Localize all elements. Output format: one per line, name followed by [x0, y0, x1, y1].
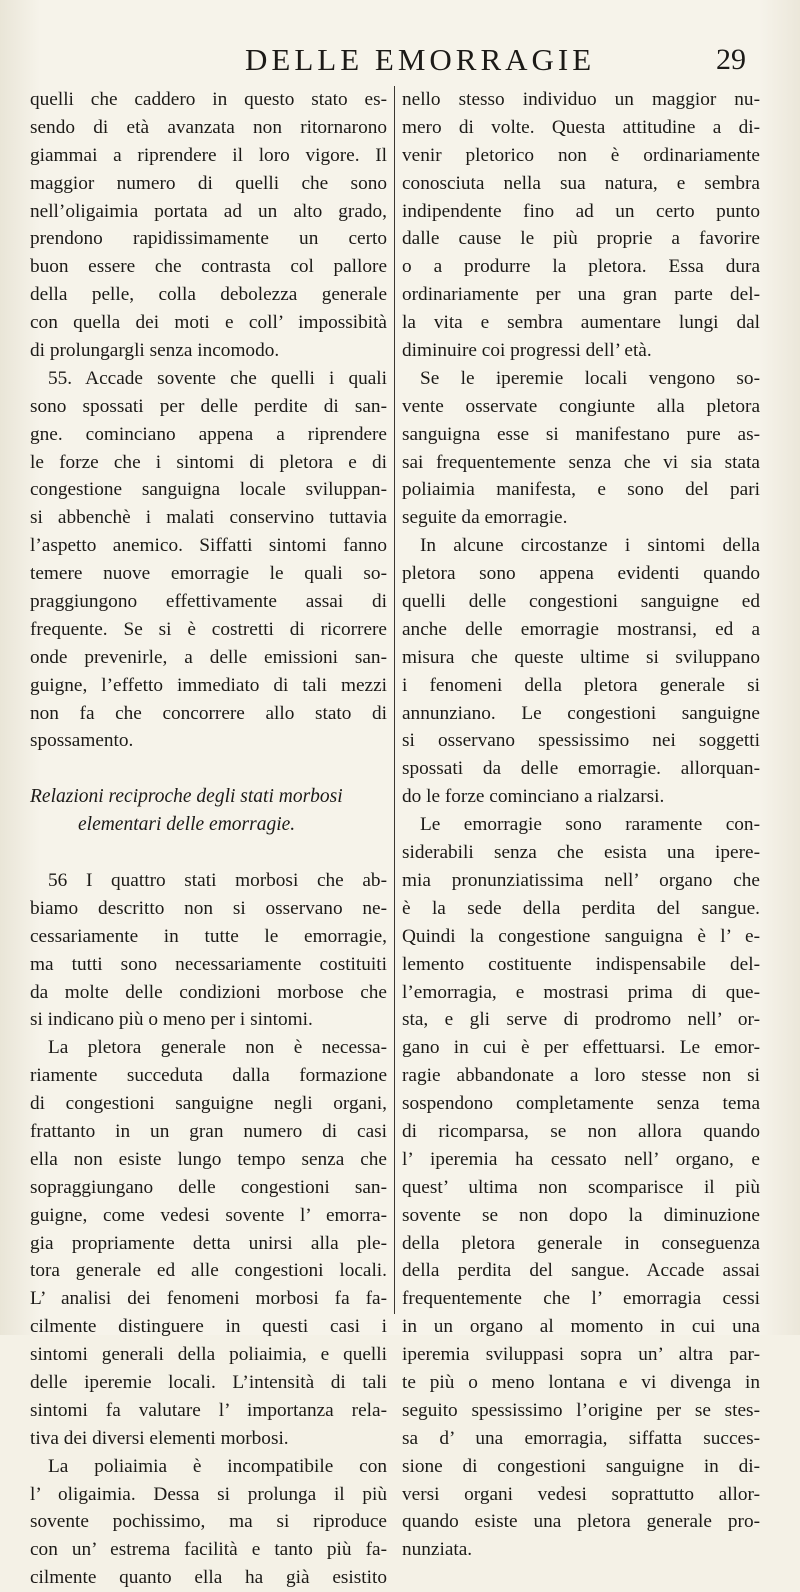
- text-line: con quella dei moti e coll’ impossibità: [30, 312, 387, 334]
- text-line: quelli delle congestioni sanguigne ed: [402, 591, 760, 613]
- spacer: [30, 755, 387, 783]
- text-line: biamo descritto non si osservano ne-: [30, 897, 387, 919]
- text-line: 56 I quattro stati morbosi che ab-: [48, 869, 387, 891]
- text-line: sospendono completamente senza tema: [402, 1093, 760, 1115]
- text-line: vente osservate congiunte alla pletora: [402, 395, 760, 417]
- text-line: seguito spessissimo l’origine per se stes-: [402, 1399, 760, 1421]
- text-line: quest’ ultima non scomparisce il più: [402, 1176, 760, 1198]
- text-line: L’ analisi dei fenomeni morbosi fa fa-: [30, 1288, 387, 1310]
- section-heading-line2: elementari delle emorragie.: [78, 814, 296, 836]
- column-divider: [394, 86, 395, 1314]
- text-line: ragie abbandonate a loro stesse non si: [402, 1065, 760, 1087]
- text-line: da molte delle condizioni morbose che: [30, 981, 387, 1003]
- text-line: La poliaimia è incompatibile con: [48, 1455, 387, 1477]
- text-line: la vita e sembra aumentare lungi dal: [402, 312, 760, 334]
- text-line: prendono rapidissimamente un certo: [30, 228, 387, 250]
- paragraph-iperemie: [402, 365, 760, 532]
- text-line: di ricomparsa, se non allora quando: [402, 1120, 760, 1142]
- text-line: non fa che concorrere allo stato di: [30, 702, 387, 724]
- text-line: di congestioni sanguigne negli organi,: [30, 1093, 387, 1115]
- text-line: della perdita del sangue. Accade assai: [402, 1260, 760, 1282]
- paragraph-poliaimia: [30, 1453, 387, 1592]
- left-column: [30, 86, 387, 1592]
- text-line: della pletora generale in conseguenza: [402, 1232, 760, 1254]
- text-line: l’ iperemia ha cessato nell’ organo, e: [402, 1148, 760, 1170]
- text-line: sovente se non dopo la diminuzione: [402, 1204, 760, 1226]
- text-line: ella non esiste lungo tempo senza che: [30, 1148, 387, 1170]
- text-line: della pelle, colla debolezza generale: [30, 284, 387, 306]
- text-line: nunziata.: [402, 1539, 473, 1561]
- text-line: sione di congestioni sanguigne in di-: [402, 1455, 760, 1477]
- text-line: sintomi generali della poliaimia, e quelli: [30, 1344, 387, 1366]
- text-line: l’emorragia, e mostrasi prima di que-: [402, 981, 760, 1003]
- text-line: gia propriamente detta unirsi alla ple-: [30, 1232, 387, 1254]
- text-line: seguite da emorragie.: [402, 507, 568, 529]
- text-line: gano in cui è per effettuarsi. Le emor-: [402, 1037, 760, 1059]
- text-line: 55. Accade sovente che quelli i quali: [48, 367, 387, 389]
- text-line: riamente succeduta dalla formazione: [30, 1065, 387, 1087]
- paragraph-circostanze: [402, 532, 760, 811]
- text-line: lemento costituente indispensabile del-: [402, 953, 760, 975]
- text-line: cilmente distinguere in questi casi i: [30, 1316, 387, 1338]
- text-line: frequentemente che l’ emorragia cessi: [402, 1288, 760, 1310]
- text-line: iperemia sviluppasi sopra un’ altra par-: [402, 1344, 760, 1366]
- text-line: poliaimia manifesta, e sono del pari: [402, 479, 760, 501]
- paragraph-emorragie: [402, 811, 760, 1564]
- text-line: misura che queste ultime si sviluppano: [402, 646, 760, 668]
- text-line: spossamento.: [30, 730, 134, 752]
- paragraph-56: [30, 867, 387, 1034]
- paragraph-pletora: [30, 1034, 387, 1452]
- text-line: onde prevenirle, a delle emissioni san-: [30, 646, 387, 668]
- text-line: guigne, l’effetto immediato di tali mezzi: [30, 674, 387, 696]
- text-line: venir pletorico non è ordinariamente: [402, 144, 760, 166]
- text-line: sopraggiungano delle congestioni san-: [30, 1176, 387, 1198]
- paragraph-continued-right: [402, 86, 760, 365]
- text-line: indipendente fino ad un certo punto: [402, 200, 760, 222]
- text-line: annunziano. Le congestioni sanguigne: [402, 702, 760, 724]
- text-line: o a produrre la pletora. Essa dura: [402, 256, 760, 278]
- text-line: è la sede della perdita del sangue.: [402, 897, 760, 919]
- paragraph-55: [30, 365, 387, 755]
- text-line: cilmente quanto ella ha già esistito: [30, 1567, 387, 1589]
- text-line: buon essere che contrasta col pallore: [30, 256, 387, 278]
- text-line: mia pronunziatissima nell’ organo che: [402, 869, 760, 891]
- text-line: mero di volte. Questa attitudine a di-: [402, 116, 760, 138]
- text-line: l’aspetto anemico. Siffatti sintomi fanno: [30, 535, 387, 557]
- text-line: tiva dei diversi elementi morbosi.: [30, 1427, 289, 1449]
- text-line: di prolungargli senza incomodo.: [30, 340, 280, 362]
- text-line: sendo di età avanzata non ritornarono: [30, 116, 387, 138]
- text-line: ordinariamente per una gran parte del-: [402, 284, 760, 306]
- text-line: sai frequentemente senza che vi sia stata: [402, 451, 760, 473]
- text-line: nell’oligaimia portata ad un alto grado,: [30, 200, 387, 222]
- text-line: sintomi fa valutare l’ importanza rela-: [30, 1399, 387, 1421]
- text-line: si abbenchè i malati conservino tuttavia: [30, 507, 387, 529]
- text-line: l’ oligaimia. Dessa si prolunga il più: [30, 1483, 387, 1505]
- text-line: praggiungono effettivamente assai di: [30, 591, 387, 613]
- text-line: versi organi vedesi soprattutto allor-: [402, 1483, 760, 1505]
- text-line: dalle cause le più proprie a favorire: [402, 228, 760, 250]
- text-line: delle iperemie locali. L’intensità di tali: [30, 1371, 387, 1393]
- text-line: maggior numero di quelli che sono: [30, 172, 387, 194]
- text-line: In alcune circostanze i sintomi della: [420, 535, 760, 557]
- text-line: pletora sono appena evidenti quando: [402, 563, 760, 585]
- text-line: i fenomeni della pletora generale si: [402, 674, 760, 696]
- text-line: sta, e gli serve di prodromo nell’ or-: [402, 1009, 760, 1031]
- spacer: [30, 839, 387, 867]
- text-line: gne. cominciano appena a riprendere: [30, 423, 387, 445]
- text-line: diminuire coi progressi dell’ età.: [402, 340, 652, 362]
- text-line: si indicano più o meno per i sintomi.: [30, 1009, 313, 1031]
- paragraph-continued: [30, 86, 387, 365]
- text-line: anche delle emorragie mostransi, ed a: [402, 618, 760, 640]
- text-line: sovente pochissimo, ma si riproduce: [30, 1511, 387, 1533]
- text-line: ma tutti sono necessariamente costituiti: [30, 953, 387, 975]
- page-number: 29: [716, 43, 746, 76]
- text-line: Le emorragie sono raramente con-: [420, 814, 760, 836]
- text-line: Se le iperemie locali vengono so-: [420, 367, 760, 389]
- page-header: [0, 40, 800, 80]
- text-line: si osservano spessissimo nei soggetti: [402, 730, 760, 752]
- text-line: guigne, come vedesi sovente l’ emorra-: [30, 1204, 387, 1226]
- text-line: con un’ estrema facilità e tanto più fa-: [30, 1539, 387, 1561]
- section-heading-line1: Relazioni reciproche degli stati morbosi: [30, 786, 343, 808]
- text-line: frequente. Se si è costretti di ricorrere: [30, 618, 387, 640]
- text-line: congestione sanguigna locale sviluppan-: [30, 479, 387, 501]
- text-line: frattanto in un gran numero di casi: [30, 1120, 387, 1142]
- text-line: La pletora generale non è necessa-: [48, 1037, 387, 1059]
- text-line: te più o meno lontana e vi divenga in: [402, 1371, 760, 1393]
- text-line: Quindi la congestione sanguigna è l’ e-: [402, 925, 760, 947]
- running-title: DELLE EMORRAGIE: [245, 42, 596, 77]
- text-line: in un organo al momento in cui una: [402, 1316, 760, 1338]
- text-line: siderabili senza che esista una ipere-: [402, 842, 760, 864]
- text-line: quelli che caddero in questo stato es-: [30, 89, 387, 110]
- text-line: do le forze cominciano a rialzarsi.: [402, 786, 665, 808]
- right-column: [402, 86, 760, 1564]
- text-line: le forze che i sintomi di pletora e di: [30, 451, 387, 473]
- text-line: conosciuta nella sua natura, e sembra: [402, 172, 760, 194]
- text-line: cessariamente in tutte le emorragie,: [30, 925, 387, 947]
- text-line: temere nuove emorragie le quali so-: [30, 563, 387, 585]
- text-line: tora generale ed alle congestioni locali.: [30, 1260, 387, 1282]
- text-line: nello stesso individuo un maggior nu-: [402, 89, 760, 110]
- text-line: quando esiste una pletora generale pro-: [402, 1511, 760, 1533]
- text-line: sanguigna esse si manifestano pure as-: [402, 423, 760, 445]
- text-line: sa d’ una emorragia, siffatta succes-: [402, 1427, 760, 1449]
- text-line: spossati da delle emorragie. allorquan-: [402, 758, 760, 780]
- text-line: sono spossati per delle perdite di san-: [30, 395, 387, 417]
- text-line: giammai a riprendere il loro vigore. Il: [30, 144, 387, 166]
